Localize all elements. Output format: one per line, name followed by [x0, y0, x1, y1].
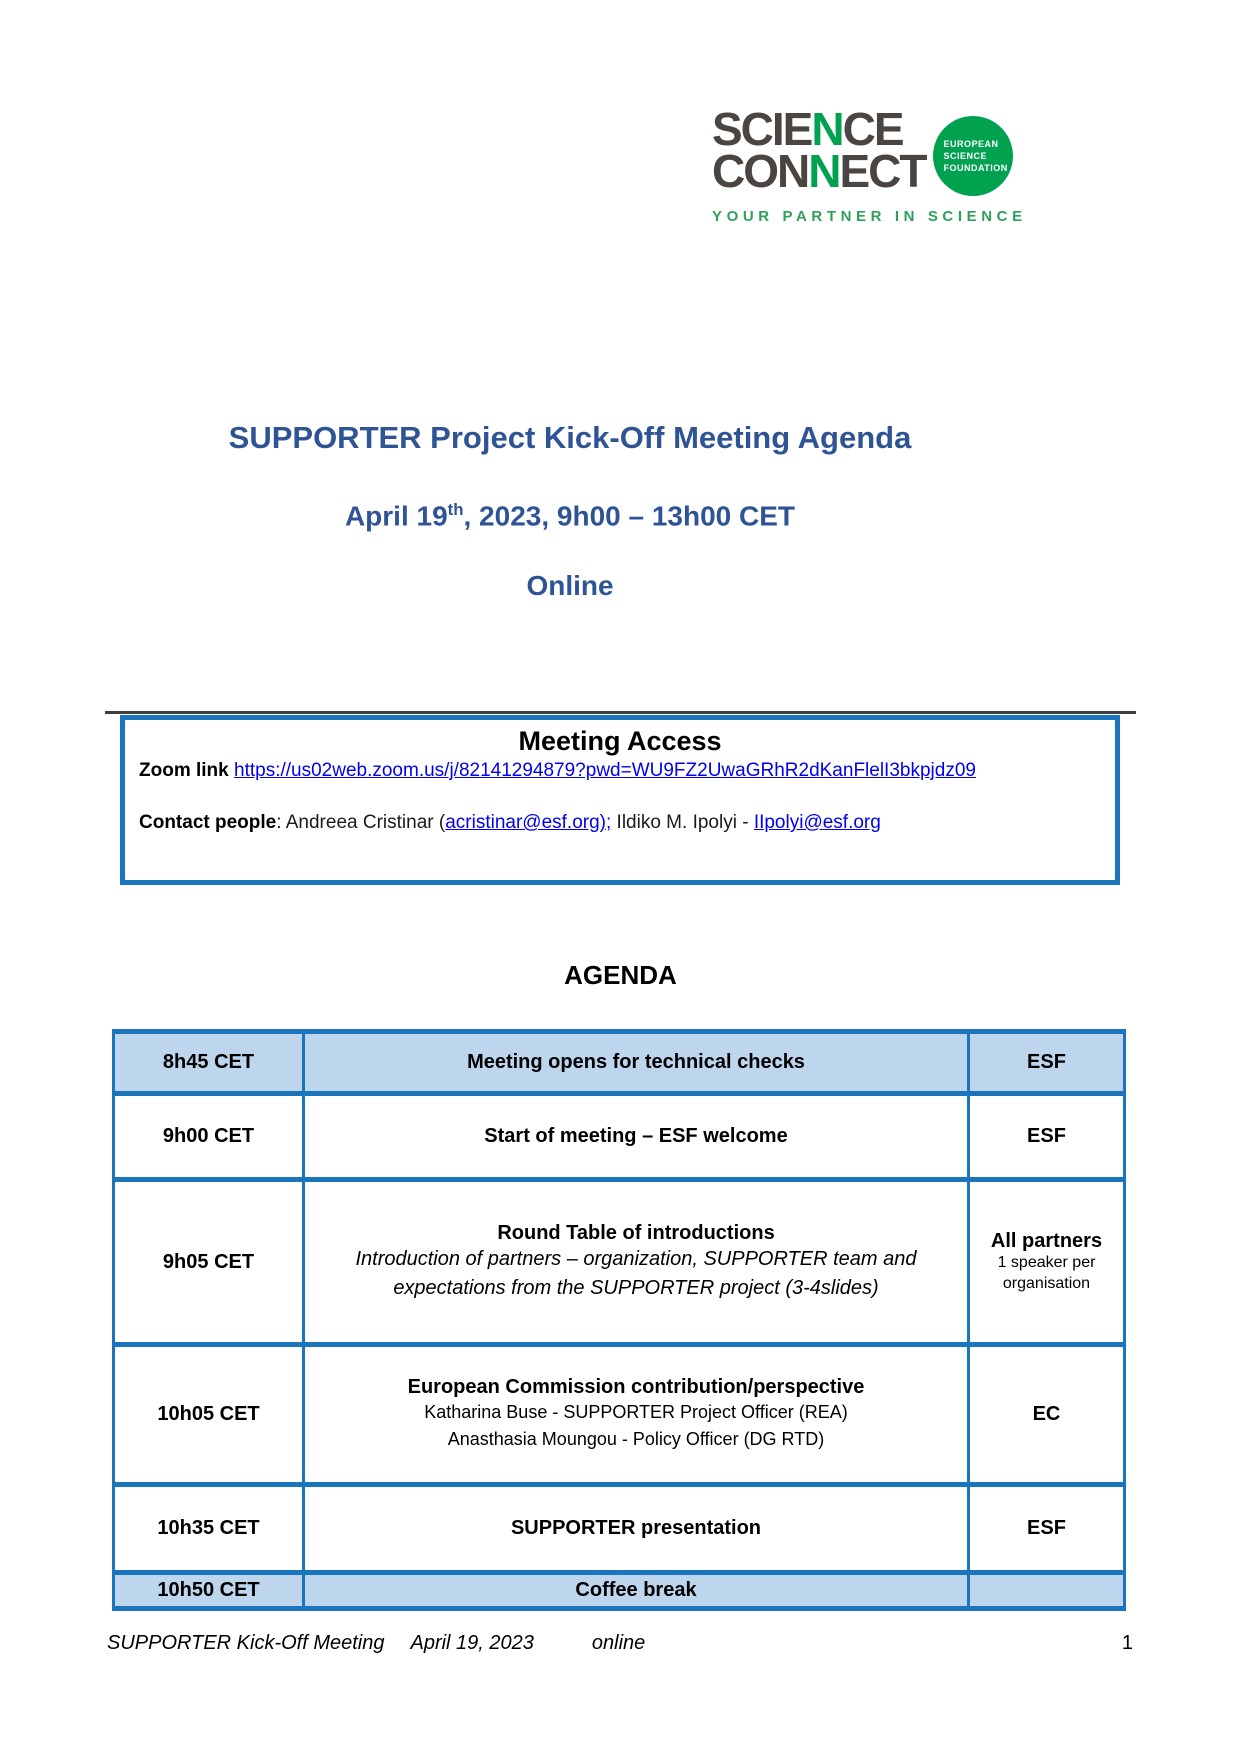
table-row	[114, 1032, 1125, 1094]
who-cell: ESF	[969, 1485, 1125, 1573]
topic-cell: SUPPORTER presentation	[304, 1485, 969, 1573]
who-detail: 1 speaker per organisation	[997, 1253, 1096, 1292]
topic-title: Round Table of introductions	[497, 1221, 775, 1244]
who-cell: EC	[969, 1345, 1125, 1485]
topic-detail: Introduction of partners – organization, SUPPORTER team and expectations from the SUPPORTER project (3-4slides)	[355, 1247, 917, 1299]
zoom-meeting-link[interactable]: https://us02web.zoom.us/j/82141294879?pwd=WU9FZ2UwaGRhR2dKanFlelI3bkpjdz09	[234, 760, 976, 781]
logo-green-n-icon: N	[808, 145, 840, 198]
footer-date: April 19, 2023	[410, 1632, 534, 1654]
esf-badge-icon	[933, 116, 1013, 196]
zoom-link-line	[125, 760, 1115, 782]
badge-line: FOUNDATION	[943, 163, 1008, 174]
topic-title: European Commission contribution/perspective	[407, 1376, 865, 1398]
time-cell: 10h05 CET	[114, 1345, 304, 1485]
footer-doc-name: SUPPORTER Kick-Off Meeting	[107, 1632, 385, 1654]
page-title: SUPPORTER Project Kick-Off Meeting Agenda	[228, 420, 912, 455]
logo-science-line: SCIENCE	[712, 103, 903, 155]
science-connect-logo	[712, 103, 1042, 225]
topic-speaker: Katharina Buse - SUPPORTER Project Officer (REA)	[424, 1402, 848, 1422]
time-cell: 9h00 CET	[114, 1094, 304, 1180]
zoom-link-label: Zoom link	[139, 760, 234, 781]
topic-cell	[304, 1180, 969, 1345]
contact-email-link-ipolyi[interactable]: IIpolyi@esf.org	[753, 812, 881, 833]
contact-label: Contact people	[139, 812, 277, 833]
meeting-access-box	[120, 715, 1120, 885]
table-row	[114, 1573, 1125, 1609]
footer-mode: online	[591, 1632, 646, 1654]
logo-connect-line: CONNECT	[712, 145, 926, 198]
who-cell: ESF	[969, 1032, 1125, 1094]
contact-email-link-acristinar[interactable]: acristinar@esf.org);	[445, 812, 612, 833]
time-cell: 10h35 CET	[114, 1485, 304, 1573]
logo-tagline: YOUR PARTNER IN SCIENCE	[712, 208, 1027, 225]
table-row	[114, 1345, 1125, 1485]
contact-people-line	[125, 812, 1115, 834]
agenda-table	[112, 1029, 1126, 1611]
who-cell	[969, 1180, 1125, 1345]
table-row	[114, 1094, 1125, 1180]
meeting-date: April 19th, 2023, 9h00 – 13h00 CET	[344, 500, 796, 532]
topic-cell: Start of meeting – ESF welcome	[304, 1094, 969, 1180]
topic-speaker: Anasthasia Moungou - Policy Officer (DG RTD)	[447, 1429, 825, 1449]
logo-green-n-icon: N	[811, 103, 843, 155]
logo-wordmark	[712, 103, 926, 198]
table-row	[114, 1485, 1125, 1573]
who-title: All partners	[990, 1229, 1103, 1252]
meeting-access-heading: Meeting Access	[518, 726, 722, 756]
page-footer	[107, 1632, 1133, 1655]
ordinal-suffix: th	[447, 500, 464, 519]
time-cell: 8h45 CET	[114, 1032, 304, 1094]
page-number: 1	[1121, 1632, 1133, 1654]
divider-line	[105, 711, 1136, 714]
who-cell: ESF	[969, 1094, 1125, 1180]
time-cell: 9h05 CET	[114, 1180, 304, 1345]
topic-cell: Meeting opens for technical checks	[304, 1032, 969, 1094]
contact-text: : Andreea Cristinar (	[276, 812, 446, 833]
table-row	[114, 1180, 1125, 1345]
time-cell: 10h50 CET	[114, 1573, 304, 1609]
badge-line: EUROPEAN	[943, 138, 999, 149]
contact-text: Ildiko M. Ipolyi -	[611, 812, 754, 833]
meeting-location: Online	[526, 570, 614, 601]
topic-cell: Coffee break	[304, 1573, 969, 1609]
agenda-heading: AGENDA	[564, 960, 677, 990]
who-cell	[969, 1573, 1125, 1609]
topic-cell	[304, 1345, 969, 1485]
badge-line: SCIENCE	[943, 150, 987, 161]
